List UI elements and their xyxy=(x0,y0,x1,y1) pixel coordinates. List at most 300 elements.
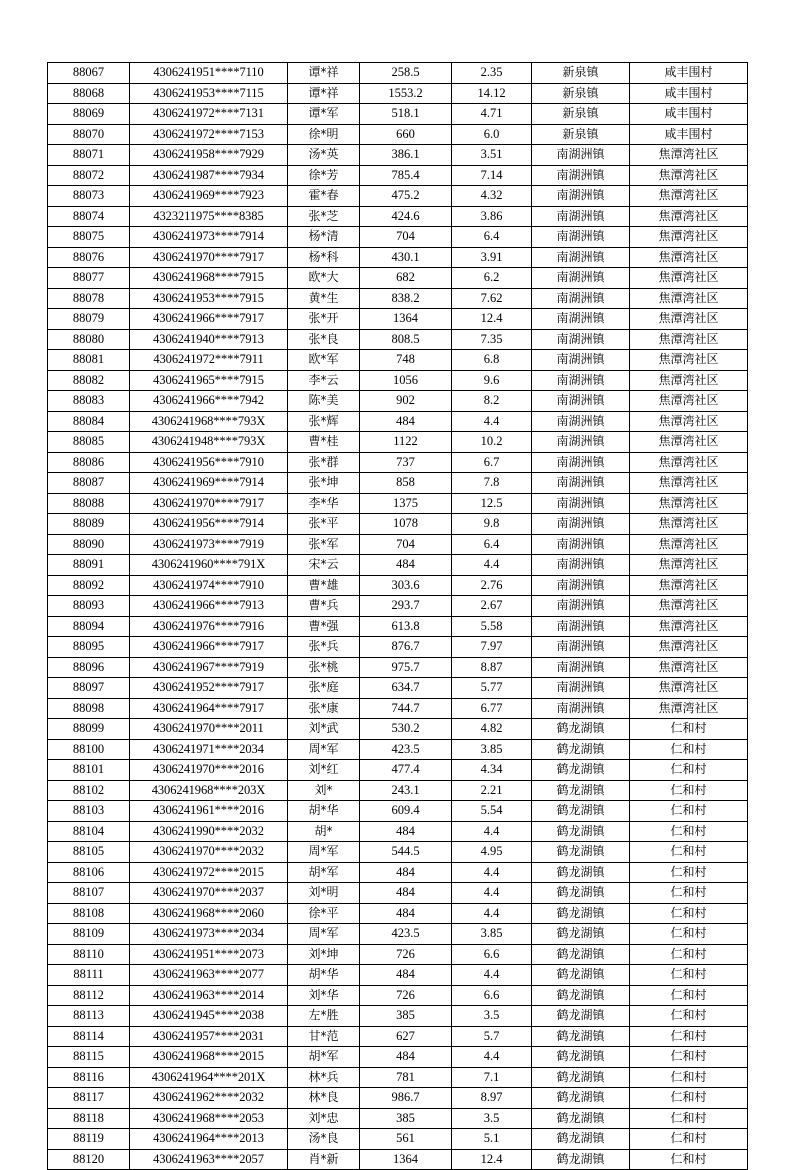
table-cell-seq: 88093 xyxy=(48,596,130,617)
table-cell-town: 南湖洲镇 xyxy=(532,678,630,699)
table-cell-rate: 8.2 xyxy=(452,391,532,412)
table-cell-name: 周*军 xyxy=(288,739,360,760)
table-cell-name: 张*芝 xyxy=(288,206,360,227)
table-cell-amt: 1056 xyxy=(360,370,452,391)
table-cell-name: 宋*云 xyxy=(288,555,360,576)
table-cell-amt: 484 xyxy=(360,862,452,883)
table-cell-rate: 7.97 xyxy=(452,637,532,658)
table-cell-seq: 88077 xyxy=(48,268,130,289)
table-cell-seq: 88070 xyxy=(48,124,130,145)
table-cell-vill: 仁和村 xyxy=(630,1006,748,1027)
table-cell-rate: 6.6 xyxy=(452,944,532,965)
table-cell-town: 南湖洲镇 xyxy=(532,473,630,494)
table-cell-amt: 544.5 xyxy=(360,842,452,863)
table-cell-seq: 88102 xyxy=(48,780,130,801)
table-cell-rate: 6.7 xyxy=(452,452,532,473)
table-cell-seq: 88104 xyxy=(48,821,130,842)
table-row xyxy=(48,862,748,883)
table-cell-id: 4306241963****2057 xyxy=(130,1149,288,1170)
table-cell-vill: 仁和村 xyxy=(630,985,748,1006)
table-cell-id: 4306241970****2016 xyxy=(130,760,288,781)
table-cell-amt: 744.7 xyxy=(360,698,452,719)
table-cell-id: 4306241970****2037 xyxy=(130,883,288,904)
table-cell-name: 刘*忠 xyxy=(288,1108,360,1129)
table-row xyxy=(48,288,748,309)
table-cell-town: 南湖洲镇 xyxy=(532,596,630,617)
table-cell-name: 张*平 xyxy=(288,514,360,535)
table-row xyxy=(48,903,748,924)
table-row xyxy=(48,883,748,904)
table-cell-rate: 9.6 xyxy=(452,370,532,391)
table-cell-id: 4306241961****2016 xyxy=(130,801,288,822)
table-cell-town: 鹤龙湖镇 xyxy=(532,719,630,740)
table-cell-seq: 88099 xyxy=(48,719,130,740)
table-cell-id: 4306241990****2032 xyxy=(130,821,288,842)
table-cell-id: 4306241951****7110 xyxy=(130,63,288,84)
table-cell-amt: 423.5 xyxy=(360,924,452,945)
table-cell-town: 新泉镇 xyxy=(532,104,630,125)
table-cell-vill: 仁和村 xyxy=(630,944,748,965)
table-cell-seq: 88100 xyxy=(48,739,130,760)
table-cell-name: 胡*军 xyxy=(288,1047,360,1068)
table-row xyxy=(48,1108,748,1129)
table-cell-seq: 88069 xyxy=(48,104,130,125)
table-cell-town: 鹤龙湖镇 xyxy=(532,1129,630,1150)
table-row xyxy=(48,227,748,248)
table-cell-town: 南湖洲镇 xyxy=(532,391,630,412)
table-cell-rate: 6.6 xyxy=(452,985,532,1006)
table-cell-rate: 4.82 xyxy=(452,719,532,740)
table-cell-town: 南湖洲镇 xyxy=(532,411,630,432)
table-cell-vill: 焦潭湾社区 xyxy=(630,637,748,658)
table-cell-rate: 10.2 xyxy=(452,432,532,453)
table-row xyxy=(48,1129,748,1150)
table-cell-town: 鹤龙湖镇 xyxy=(532,739,630,760)
table-cell-vill: 仁和村 xyxy=(630,1088,748,1109)
table-cell-id: 4306241970****7917 xyxy=(130,493,288,514)
table-cell-seq: 88087 xyxy=(48,473,130,494)
table-cell-amt: 386.1 xyxy=(360,145,452,166)
table-cell-vill: 焦潭湾社区 xyxy=(630,247,748,268)
table-row xyxy=(48,1026,748,1047)
table-cell-rate: 5.1 xyxy=(452,1129,532,1150)
table-cell-town: 南湖洲镇 xyxy=(532,165,630,186)
table-row xyxy=(48,350,748,371)
table-cell-id: 4306241972****7911 xyxy=(130,350,288,371)
table-cell-vill: 焦潭湾社区 xyxy=(630,678,748,699)
table-cell-town: 南湖洲镇 xyxy=(532,534,630,555)
table-cell-name: 左*胜 xyxy=(288,1006,360,1027)
table-cell-name: 张*桃 xyxy=(288,657,360,678)
table-cell-vill: 焦潭湾社区 xyxy=(630,411,748,432)
table-cell-seq: 88068 xyxy=(48,83,130,104)
table-cell-vill: 焦潭湾社区 xyxy=(630,165,748,186)
table-cell-amt: 1364 xyxy=(360,1149,452,1170)
table-cell-name: 黄*生 xyxy=(288,288,360,309)
table-cell-town: 南湖洲镇 xyxy=(532,145,630,166)
table-cell-seq: 88098 xyxy=(48,698,130,719)
table-cell-name: 谭*祥 xyxy=(288,63,360,84)
table-cell-vill: 焦潭湾社区 xyxy=(630,370,748,391)
table-cell-town: 南湖洲镇 xyxy=(532,206,630,227)
table-row xyxy=(48,165,748,186)
table-cell-rate: 6.2 xyxy=(452,268,532,289)
table-cell-rate: 4.95 xyxy=(452,842,532,863)
table-row xyxy=(48,534,748,555)
table-cell-seq: 88108 xyxy=(48,903,130,924)
table-cell-rate: 7.62 xyxy=(452,288,532,309)
table-cell-amt: 902 xyxy=(360,391,452,412)
table-cell-id: 4306241972****2015 xyxy=(130,862,288,883)
table-cell-town: 鹤龙湖镇 xyxy=(532,760,630,781)
table-row xyxy=(48,493,748,514)
table-row xyxy=(48,370,748,391)
table-cell-rate: 3.85 xyxy=(452,739,532,760)
table-cell-id: 4306241970****7917 xyxy=(130,247,288,268)
table-cell-name: 张*辉 xyxy=(288,411,360,432)
table-cell-seq: 88084 xyxy=(48,411,130,432)
table-body xyxy=(48,63,748,1170)
table-cell-id: 4306241953****7915 xyxy=(130,288,288,309)
table-cell-town: 南湖洲镇 xyxy=(532,575,630,596)
table-cell-town: 南湖洲镇 xyxy=(532,309,630,330)
table-row xyxy=(48,698,748,719)
table-row xyxy=(48,596,748,617)
table-cell-amt: 385 xyxy=(360,1006,452,1027)
table-cell-vill: 仁和村 xyxy=(630,1108,748,1129)
table-cell-name: 张*开 xyxy=(288,309,360,330)
table-cell-name: 杨*科 xyxy=(288,247,360,268)
table-cell-rate: 7.14 xyxy=(452,165,532,186)
table-cell-town: 鹤龙湖镇 xyxy=(532,1088,630,1109)
table-cell-id: 4306241964****201X xyxy=(130,1067,288,1088)
table-cell-vill: 仁和村 xyxy=(630,760,748,781)
table-cell-vill: 焦潭湾社区 xyxy=(630,657,748,678)
table-cell-rate: 4.4 xyxy=(452,862,532,883)
table-cell-id: 4306241968****2015 xyxy=(130,1047,288,1068)
table-row xyxy=(48,842,748,863)
table-cell-id: 4306241968****7915 xyxy=(130,268,288,289)
table-row xyxy=(48,555,748,576)
table-cell-seq: 88086 xyxy=(48,452,130,473)
table-cell-vill: 仁和村 xyxy=(630,1067,748,1088)
table-cell-amt: 430.1 xyxy=(360,247,452,268)
table-cell-vill: 焦潭湾社区 xyxy=(630,309,748,330)
table-cell-vill: 仁和村 xyxy=(630,1129,748,1150)
table-cell-town: 南湖洲镇 xyxy=(532,698,630,719)
table-cell-id: 4306241974****7910 xyxy=(130,575,288,596)
table-cell-town: 鹤龙湖镇 xyxy=(532,862,630,883)
table-cell-rate: 4.4 xyxy=(452,965,532,986)
table-cell-rate: 14.12 xyxy=(452,83,532,104)
table-cell-town: 鹤龙湖镇 xyxy=(532,903,630,924)
table-cell-name: 张*兵 xyxy=(288,637,360,658)
table-row xyxy=(48,83,748,104)
table-cell-id: 4306241967****7919 xyxy=(130,657,288,678)
table-cell-town: 南湖洲镇 xyxy=(532,370,630,391)
table-cell-vill: 仁和村 xyxy=(630,965,748,986)
table-cell-name: 欧*大 xyxy=(288,268,360,289)
table-cell-id: 4306241972****7131 xyxy=(130,104,288,125)
table-cell-rate: 12.4 xyxy=(452,309,532,330)
table-cell-vill: 咸丰围村 xyxy=(630,104,748,125)
table-cell-amt: 737 xyxy=(360,452,452,473)
table-row xyxy=(48,247,748,268)
beneficiary-table xyxy=(47,62,748,1170)
table-cell-rate: 4.4 xyxy=(452,903,532,924)
table-cell-name: 林*兵 xyxy=(288,1067,360,1088)
table-cell-vill: 仁和村 xyxy=(630,780,748,801)
table-cell-town: 鹤龙湖镇 xyxy=(532,944,630,965)
table-cell-rate: 12.5 xyxy=(452,493,532,514)
table-cell-vill: 焦潭湾社区 xyxy=(630,288,748,309)
table-cell-amt: 484 xyxy=(360,821,452,842)
table-cell-amt: 726 xyxy=(360,944,452,965)
table-cell-name: 谭*祥 xyxy=(288,83,360,104)
table-cell-rate: 6.0 xyxy=(452,124,532,145)
table-cell-amt: 975.7 xyxy=(360,657,452,678)
table-cell-vill: 焦潭湾社区 xyxy=(630,206,748,227)
table-cell-rate: 7.8 xyxy=(452,473,532,494)
table-cell-amt: 258.5 xyxy=(360,63,452,84)
table-cell-id: 4306241958****7929 xyxy=(130,145,288,166)
table-cell-seq: 88105 xyxy=(48,842,130,863)
table-cell-rate: 4.4 xyxy=(452,411,532,432)
table-cell-rate: 9.8 xyxy=(452,514,532,535)
table-cell-seq: 88082 xyxy=(48,370,130,391)
table-cell-seq: 88078 xyxy=(48,288,130,309)
table-cell-seq: 88107 xyxy=(48,883,130,904)
table-cell-id: 4306241973****7919 xyxy=(130,534,288,555)
table-cell-amt: 1122 xyxy=(360,432,452,453)
table-cell-id: 4306241963****2014 xyxy=(130,985,288,1006)
table-cell-vill: 焦潭湾社区 xyxy=(630,186,748,207)
table-cell-amt: 858 xyxy=(360,473,452,494)
table-cell-amt: 838.2 xyxy=(360,288,452,309)
table-cell-rate: 4.4 xyxy=(452,883,532,904)
table-cell-vill: 仁和村 xyxy=(630,924,748,945)
table-cell-town: 南湖洲镇 xyxy=(532,350,630,371)
table-cell-rate: 4.4 xyxy=(452,555,532,576)
table-cell-town: 新泉镇 xyxy=(532,124,630,145)
table-cell-id: 4306241956****7914 xyxy=(130,514,288,535)
table-cell-id: 4306241952****7917 xyxy=(130,678,288,699)
table-cell-name: 胡*华 xyxy=(288,965,360,986)
table-cell-vill: 仁和村 xyxy=(630,1047,748,1068)
table-cell-seq: 88109 xyxy=(48,924,130,945)
table-cell-vill: 咸丰围村 xyxy=(630,63,748,84)
table-cell-amt: 530.2 xyxy=(360,719,452,740)
table-cell-rate: 5.58 xyxy=(452,616,532,637)
table-cell-amt: 1553.2 xyxy=(360,83,452,104)
table-cell-seq: 88075 xyxy=(48,227,130,248)
table-cell-name: 张*坤 xyxy=(288,473,360,494)
table-row xyxy=(48,268,748,289)
table-cell-id: 4306241960****791X xyxy=(130,555,288,576)
table-cell-seq: 88090 xyxy=(48,534,130,555)
table-row xyxy=(48,924,748,945)
table-cell-seq: 88095 xyxy=(48,637,130,658)
table-cell-vill: 咸丰围村 xyxy=(630,83,748,104)
table-cell-vill: 焦潭湾社区 xyxy=(630,145,748,166)
table-cell-town: 南湖洲镇 xyxy=(532,432,630,453)
table-cell-name: 杨*清 xyxy=(288,227,360,248)
table-cell-name: 周*军 xyxy=(288,842,360,863)
table-cell-name: 胡*华 xyxy=(288,801,360,822)
table-cell-vill: 仁和村 xyxy=(630,1149,748,1170)
table-cell-id: 4306241973****7914 xyxy=(130,227,288,248)
table-cell-name: 陈*美 xyxy=(288,391,360,412)
table-cell-seq: 88117 xyxy=(48,1088,130,1109)
table-cell-town: 南湖洲镇 xyxy=(532,493,630,514)
table-cell-town: 鹤龙湖镇 xyxy=(532,801,630,822)
table-cell-rate: 2.76 xyxy=(452,575,532,596)
table-cell-id: 4306241965****7915 xyxy=(130,370,288,391)
table-cell-name: 张*庭 xyxy=(288,678,360,699)
table-cell-amt: 477.4 xyxy=(360,760,452,781)
table-cell-id: 4306241968****203X xyxy=(130,780,288,801)
table-cell-seq: 88118 xyxy=(48,1108,130,1129)
table-cell-id: 4306241964****2013 xyxy=(130,1129,288,1150)
table-row xyxy=(48,575,748,596)
table-cell-vill: 仁和村 xyxy=(630,801,748,822)
table-cell-town: 鹤龙湖镇 xyxy=(532,883,630,904)
table-row xyxy=(48,739,748,760)
table-cell-town: 南湖洲镇 xyxy=(532,247,630,268)
table-row xyxy=(48,780,748,801)
table-cell-seq: 88089 xyxy=(48,514,130,535)
table-cell-amt: 613.8 xyxy=(360,616,452,637)
table-cell-rate: 3.51 xyxy=(452,145,532,166)
table-cell-rate: 12.4 xyxy=(452,1149,532,1170)
table-cell-amt: 484 xyxy=(360,903,452,924)
table-cell-seq: 88113 xyxy=(48,1006,130,1027)
table-row xyxy=(48,1067,748,1088)
table-cell-rate: 6.4 xyxy=(452,227,532,248)
table-cell-rate: 3.5 xyxy=(452,1006,532,1027)
table-cell-vill: 焦潭湾社区 xyxy=(630,493,748,514)
table-row xyxy=(48,801,748,822)
table-cell-id: 4306241964****7917 xyxy=(130,698,288,719)
table-cell-amt: 385 xyxy=(360,1108,452,1129)
table-cell-name: 张*康 xyxy=(288,698,360,719)
table-cell-amt: 634.7 xyxy=(360,678,452,699)
table-cell-name: 刘*红 xyxy=(288,760,360,781)
table-cell-seq: 88106 xyxy=(48,862,130,883)
table-cell-town: 鹤龙湖镇 xyxy=(532,1026,630,1047)
table-cell-id: 4306241966****7913 xyxy=(130,596,288,617)
table-cell-amt: 748 xyxy=(360,350,452,371)
table-cell-vill: 焦潭湾社区 xyxy=(630,227,748,248)
table-cell-name: 李*华 xyxy=(288,493,360,514)
table-cell-rate: 7.35 xyxy=(452,329,532,350)
table-cell-id: 4306241966****7917 xyxy=(130,309,288,330)
table-cell-name: 胡* xyxy=(288,821,360,842)
table-cell-vill: 仁和村 xyxy=(630,883,748,904)
table-row xyxy=(48,821,748,842)
table-cell-seq: 88072 xyxy=(48,165,130,186)
table-row xyxy=(48,145,748,166)
table-cell-name: 刘*坤 xyxy=(288,944,360,965)
table-cell-vill: 焦潭湾社区 xyxy=(630,452,748,473)
table-cell-vill: 焦潭湾社区 xyxy=(630,432,748,453)
table-cell-town: 鹤龙湖镇 xyxy=(532,842,630,863)
table-row xyxy=(48,944,748,965)
table-cell-name: 汤*良 xyxy=(288,1129,360,1150)
table-cell-rate: 2.21 xyxy=(452,780,532,801)
table-cell-amt: 484 xyxy=(360,411,452,432)
table-cell-rate: 8.97 xyxy=(452,1088,532,1109)
table-cell-rate: 3.86 xyxy=(452,206,532,227)
table-cell-id: 4306241970****2011 xyxy=(130,719,288,740)
table-cell-amt: 1078 xyxy=(360,514,452,535)
table-cell-seq: 88067 xyxy=(48,63,130,84)
table-cell-vill: 焦潭湾社区 xyxy=(630,473,748,494)
table-cell-amt: 876.7 xyxy=(360,637,452,658)
table-row xyxy=(48,104,748,125)
table-cell-rate: 5.7 xyxy=(452,1026,532,1047)
table-row xyxy=(48,124,748,145)
table-cell-name: 胡*军 xyxy=(288,862,360,883)
table-row xyxy=(48,206,748,227)
table-cell-town: 鹤龙湖镇 xyxy=(532,965,630,986)
table-cell-seq: 88085 xyxy=(48,432,130,453)
table-row xyxy=(48,1149,748,1170)
table-cell-amt: 986.7 xyxy=(360,1088,452,1109)
table-cell-vill: 焦潭湾社区 xyxy=(630,268,748,289)
table-cell-seq: 88074 xyxy=(48,206,130,227)
table-cell-town: 南湖洲镇 xyxy=(532,268,630,289)
table-cell-vill: 焦潭湾社区 xyxy=(630,596,748,617)
table-cell-seq: 88079 xyxy=(48,309,130,330)
table-row xyxy=(48,309,748,330)
table-cell-amt: 243.1 xyxy=(360,780,452,801)
table-row xyxy=(48,391,748,412)
table-cell-amt: 1375 xyxy=(360,493,452,514)
table-cell-vill: 焦潭湾社区 xyxy=(630,329,748,350)
table-cell-id: 4306241970****2032 xyxy=(130,842,288,863)
table-cell-rate: 4.4 xyxy=(452,821,532,842)
table-cell-rate: 5.77 xyxy=(452,678,532,699)
table-cell-town: 鹤龙湖镇 xyxy=(532,924,630,945)
table-cell-name: 刘* xyxy=(288,780,360,801)
table-cell-id: 4306241951****2073 xyxy=(130,944,288,965)
table-row xyxy=(48,1088,748,1109)
table-cell-seq: 88092 xyxy=(48,575,130,596)
table-cell-vill: 焦潭湾社区 xyxy=(630,698,748,719)
table-cell-seq: 88110 xyxy=(48,944,130,965)
table-cell-seq: 88101 xyxy=(48,760,130,781)
table-cell-id: 4306241963****2077 xyxy=(130,965,288,986)
table-cell-id: 4306241969****7923 xyxy=(130,186,288,207)
table-cell-rate: 3.85 xyxy=(452,924,532,945)
table-cell-name: 欧*军 xyxy=(288,350,360,371)
table-cell-vill: 仁和村 xyxy=(630,719,748,740)
table-cell-vill: 焦潭湾社区 xyxy=(630,616,748,637)
table-cell-seq: 88096 xyxy=(48,657,130,678)
table-cell-town: 南湖洲镇 xyxy=(532,227,630,248)
table-cell-amt: 475.2 xyxy=(360,186,452,207)
table-cell-id: 4306241948****793X xyxy=(130,432,288,453)
table-cell-seq: 88083 xyxy=(48,391,130,412)
table-cell-name: 周*军 xyxy=(288,924,360,945)
table-cell-name: 张*良 xyxy=(288,329,360,350)
table-cell-amt: 660 xyxy=(360,124,452,145)
table-cell-id: 4306241962****2032 xyxy=(130,1088,288,1109)
table-cell-seq: 88116 xyxy=(48,1067,130,1088)
table-row xyxy=(48,329,748,350)
table-row xyxy=(48,965,748,986)
